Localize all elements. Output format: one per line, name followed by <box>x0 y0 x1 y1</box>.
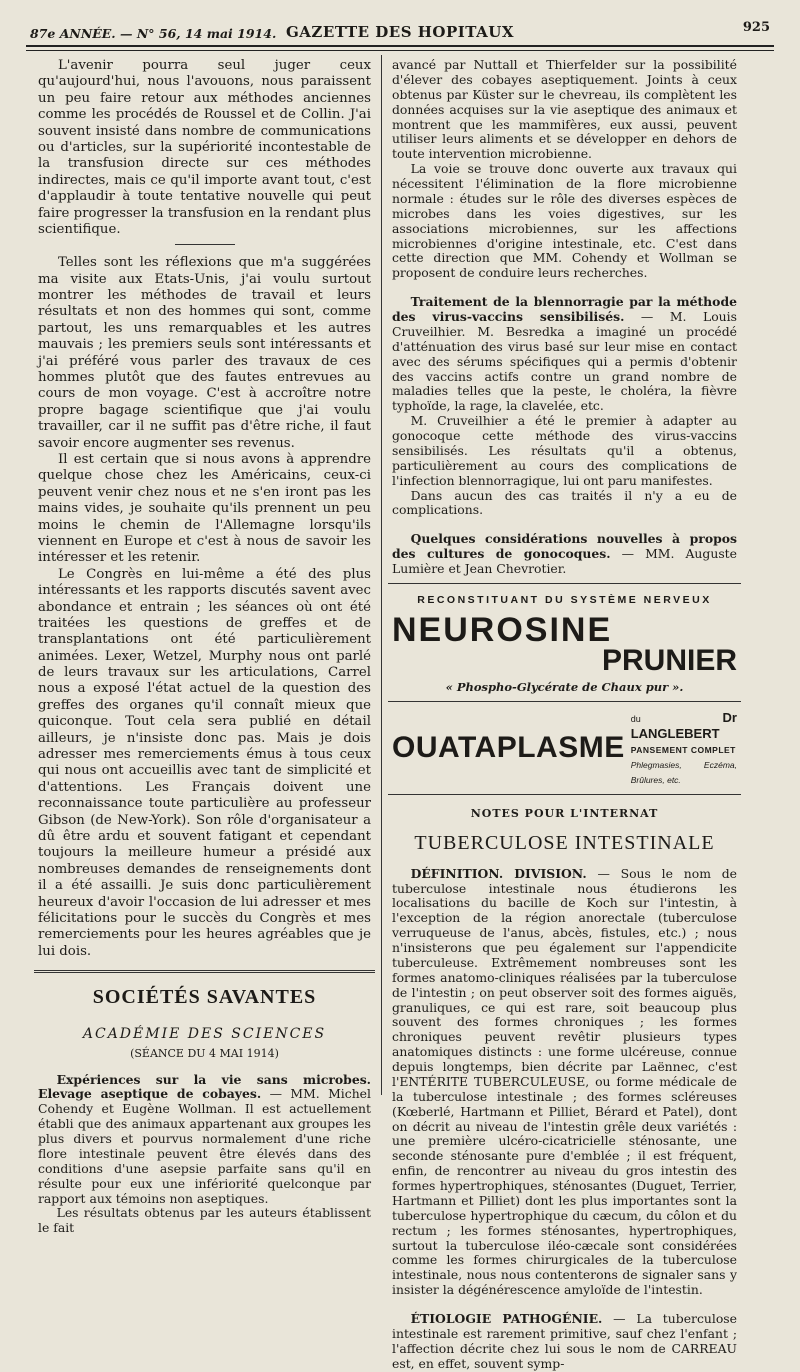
academy-heading: ACADÉMIE DES SCIENCES <box>82 1025 327 1042</box>
header-rule-thin <box>26 50 774 51</box>
advertisement-neurosine <box>392 594 737 695</box>
ad-brand: PRUNIER <box>601 644 737 678</box>
article-text: Il est actuellement établi que des animaux appartenant aux groupes les plus divers et pourvus normalement d'une riche flore intestinale peuvent être élevés dans des conditions d'une asepsie parfaite sans qu'il en résulte pour eux une infériorité quelconque par rapport aux témoins non aseptiques. <box>38 1101 371 1206</box>
article-title: Quelques considérations nouvelles à propos des cultures de gonocoques. <box>392 531 737 562</box>
ad-subtitle: « Phospho-Glycérate de Chaux pur ». <box>445 680 684 695</box>
section-title: SOCIÉTÉS SAVANTES <box>92 986 317 1009</box>
left-column <box>38 58 371 1236</box>
article-title: Expériences sur la vie sans microbes. Elevage aseptique de cobayes. <box>38 1071 371 1102</box>
column-divider <box>381 55 382 1095</box>
ad-product-name: NEUROSINE <box>392 611 613 650</box>
section-rule <box>34 970 375 973</box>
journal-title: GAZETTE DES HOPITAUX <box>285 23 514 41</box>
article-authors: — MM. Auguste Lumière et Jean Chevrotier. <box>392 546 737 576</box>
right-column <box>392 58 737 1372</box>
etiology-label: ÉTIOLOGIE PATHOGÉNIE. <box>410 1311 603 1326</box>
ad-doctor: Dr LANGLEBERT <box>630 710 737 741</box>
ad-tagline: RECONSTITUANT DU SYSTÈME NERVEUX <box>417 593 712 606</box>
paragraph: Telles sont les réflexions que m'a suggérées ma visite aux Etats-Unis, j'ai voulu surtout montrer les méthodes de travail et leurs résultats et non des hommes qui sont, comme partout, les uns remarquables et les autres mauvais ; les premiers seuls sont intéressants et j'ai préféré vous parler des travaux de ces hommes plutôt que des fautes entrevues au cours de mon voyage. C'est à accroître notre propre bagage scientifique que j'ai voulu travailler, car il ne suffit pas d'être riche, il faut savoir encore augmenter ses revenus. <box>38 255 371 451</box>
article-experiences <box>38 1073 371 1207</box>
definition-paragraph <box>392 867 737 1298</box>
ad-du: du <box>630 714 641 725</box>
article-heading: TUBERCULOSE INTESTINALE <box>414 831 715 854</box>
advertisement-ouataplasme <box>392 710 737 786</box>
article-blennorragie <box>392 295 737 414</box>
divider <box>175 244 235 245</box>
issue-info: 87e ANNÉE. — N° 56, 14 mai 1914. <box>30 26 277 41</box>
definition-text: — Sous le nom de tuberculose intestinale nous étudierons les localisations du bacille de Koch sur l'intestin, à l'exception de la région anorectale (tuberculose verruqueuse de l'anus, abcès, fistules, etc.) ; nous n'insisterons que peu également sur l'appendicite tuberculeuse. Extrêmement nombreuses sont les formes anatomo-cliniques réalisées par la tuberculose de l'intestin ; on peut observer soit des formes aiguës, granuliques, ce qui est rare, soit beaucoup plus souvent des formes chroniques ; les formes chroniques peuvent revêtir plusieurs types anatomiques distincts : une forme ulcéreuse, connue depuis longtemps, bien décrite par Laënnec, c'est l'ENTÉRITE TUBERCULEUSE, ou forme médicale de la tuberculose intestinale ; des formes scléreuses (Kœberlé, Hartmann et Pilliet, Bérard et Patel), dont on décrit au niveau de l'intestin grêle deux variétés : une première ulcéro-cicatricielle sténosante, une seconde sténosante pure d'emblée ; il est fréquent, enfin, de rencontrer au niveau du gros intestin des formes hypertrophiques, sténosantes (Duguet, Terrier, Hartmann et Pilliet) dont les plus importantes sont la tuberculose hypertrophique du cæcum, du côlon et du rectum ; les formes sténosantes, hypertrophiques, surtout la tuberculose iléo-cæcale sont considérées comme les formes chirurgicales de la tuberculose intestinale, nous nous contenterons de signaler sans y insister la dégénérescence amyloïde de l'intestin. <box>392 865 737 1298</box>
paragraph: Il est certain que si nous avons à apprendre quelque chose chez les Américains, ceux-ci peuvent venir chez nous et ne s'en iront pas les mains vides, je souhaite qu'ils prennent un peu moins le chemin de l'Allemagne lorsqu'ils viennent en Europe et c'est à nous de savoir les intéresser et les retenir. <box>38 451 371 566</box>
etiology-paragraph <box>392 1312 737 1372</box>
ad-pansement: PANSEMENT COMPLET <box>630 744 736 755</box>
notes-heading: NOTES POUR L'INTERNAT <box>470 807 659 821</box>
article-text: — M. Louis Cruveilhier. M. Besredka a imaginé un procédé d'atténuation des virus basé sur leur mise en contact avec des sérums spécifiques qui a permis d'obtenir des vaccins actifs contre un grand nombre de maladies telles que la peste, le choléra, la fièvre typhoïde, la rage, la clavelée, etc. <box>392 309 737 414</box>
ad-details <box>631 710 737 786</box>
seance-date: (SÉANCE DU 4 MAI 1914) <box>130 1047 279 1060</box>
paragraph: M. Cruveilhier a été le premier à adapter au gonocoque cette méthode des virus-vaccins sensibilisés. Les résultats qu'il a obtenus, particulièrement au cours des complications de l'infection blennorragique, lui ont paru manifestes. <box>392 413 737 488</box>
page-number: 925 <box>742 20 770 35</box>
article-title: Traitement de la blennorragie par la méthode des virus-vaccins sensibilisés. <box>392 294 737 324</box>
paragraph: avancé par Nuttall et Thierfelder sur la possibilité d'élever des cobayes aseptiquement. Joints à ceux obtenus par Küster sur le chevreau, ils complètent les données acquises sur la vie aseptique des animaux et montrent que les mammifères, eux aussi, peuvent utiliser leurs aliments et se développer en dehors de toute intervention microbienne. <box>392 57 737 162</box>
header-rule <box>26 45 774 47</box>
paragraph: Le Congrès en lui-même a été des plus intéressants et les rapports discutés savent avec abondance et entrain ; les séances où ont été traitées les questions de greffes et de transplantations ont été particulièrement animées. Lexer, Wetzel, Murphy nous ont parlé de leurs travaux sur les articulations, Carrel nous a exposé l'état actuel de la question des greffes des organes qu'il connaît mieux que quiconque. Tout cela sera publié en détail ailleurs, je n'insiste donc pas. Mais je dois adresser mes remerciements émus à tous ceux qui nous ont accueillis avec tant de simplicité et d'attentions. Les Français doivent une reconnaissance toute particulière au professeur Gibson (de New-York). Son rôle d'organisateur a dû être ardu et souvent fatigant et cependant toujours la meilleure humeur a présidé aux nombreuses demandes de renseignements dont il a été assailli. Je suis donc particulièrement heureux d'avoir l'occasion de lui adresser et mes félicitations pour le succès du Congrès et mes remerciements pour les heures agréables que je lui dois. <box>38 566 371 959</box>
paragraph: La voie se trouve donc ouverte aux travaux qui nécessitent l'élimination de la flore microbienne normale : études sur le rôle des diverses espèces de microbes dans les voies digestives, sur les associations microbiennes, sur les affections microbiennes d'origine intestinale, etc. C'est dans cette direction que MM. Cohendy et Wollman se proposent de conduire leurs recherches. <box>392 161 737 281</box>
paragraph: Les résultats obtenus par les auteurs établissent le fait <box>38 1205 371 1236</box>
paragraph: Dans aucun des cas traités il n'y a eu de complications. <box>392 487 737 518</box>
ad-rule <box>388 583 741 584</box>
ad-rule <box>388 794 741 795</box>
page-header <box>30 18 770 42</box>
etiology-text: — La tuberculose intestinale est rarement primitive, sauf chez l'enfant ; l'affection décrite chez lui sous le nom de CARREAU est, en effet, souvent symp- <box>392 1311 737 1371</box>
ad-rule <box>388 701 741 702</box>
definition-label: DÉFINITION. DIVISION. <box>410 865 587 881</box>
article-gonocoques <box>392 532 737 577</box>
article-authors: — MM. Michel Cohendy et Eugène Wollman. <box>38 1086 371 1117</box>
ad-uses: Phlegmasies, Eczéma, Brûlures, etc. <box>630 759 737 785</box>
ad-product-name: OUATAPLASME <box>392 731 625 765</box>
paragraph: L'avenir pourra seul juger ceux qu'aujourd'hui, nous l'avouons, nous paraissent un peu faire retour aux méthodes anciennes comme les procédés de Roussel et de Collin. J'ai souvent insisté dans nombre de communications ou d'articles, sur la supériorité incontestable de la transfusion directe sur ces méthodes indirectes, mais ce qu'il importe avant tout, c'est d'applaudir à toute tentative nouvelle qui peut faire progresser la transfusion en la rendant plus scientifique. <box>38 58 371 237</box>
